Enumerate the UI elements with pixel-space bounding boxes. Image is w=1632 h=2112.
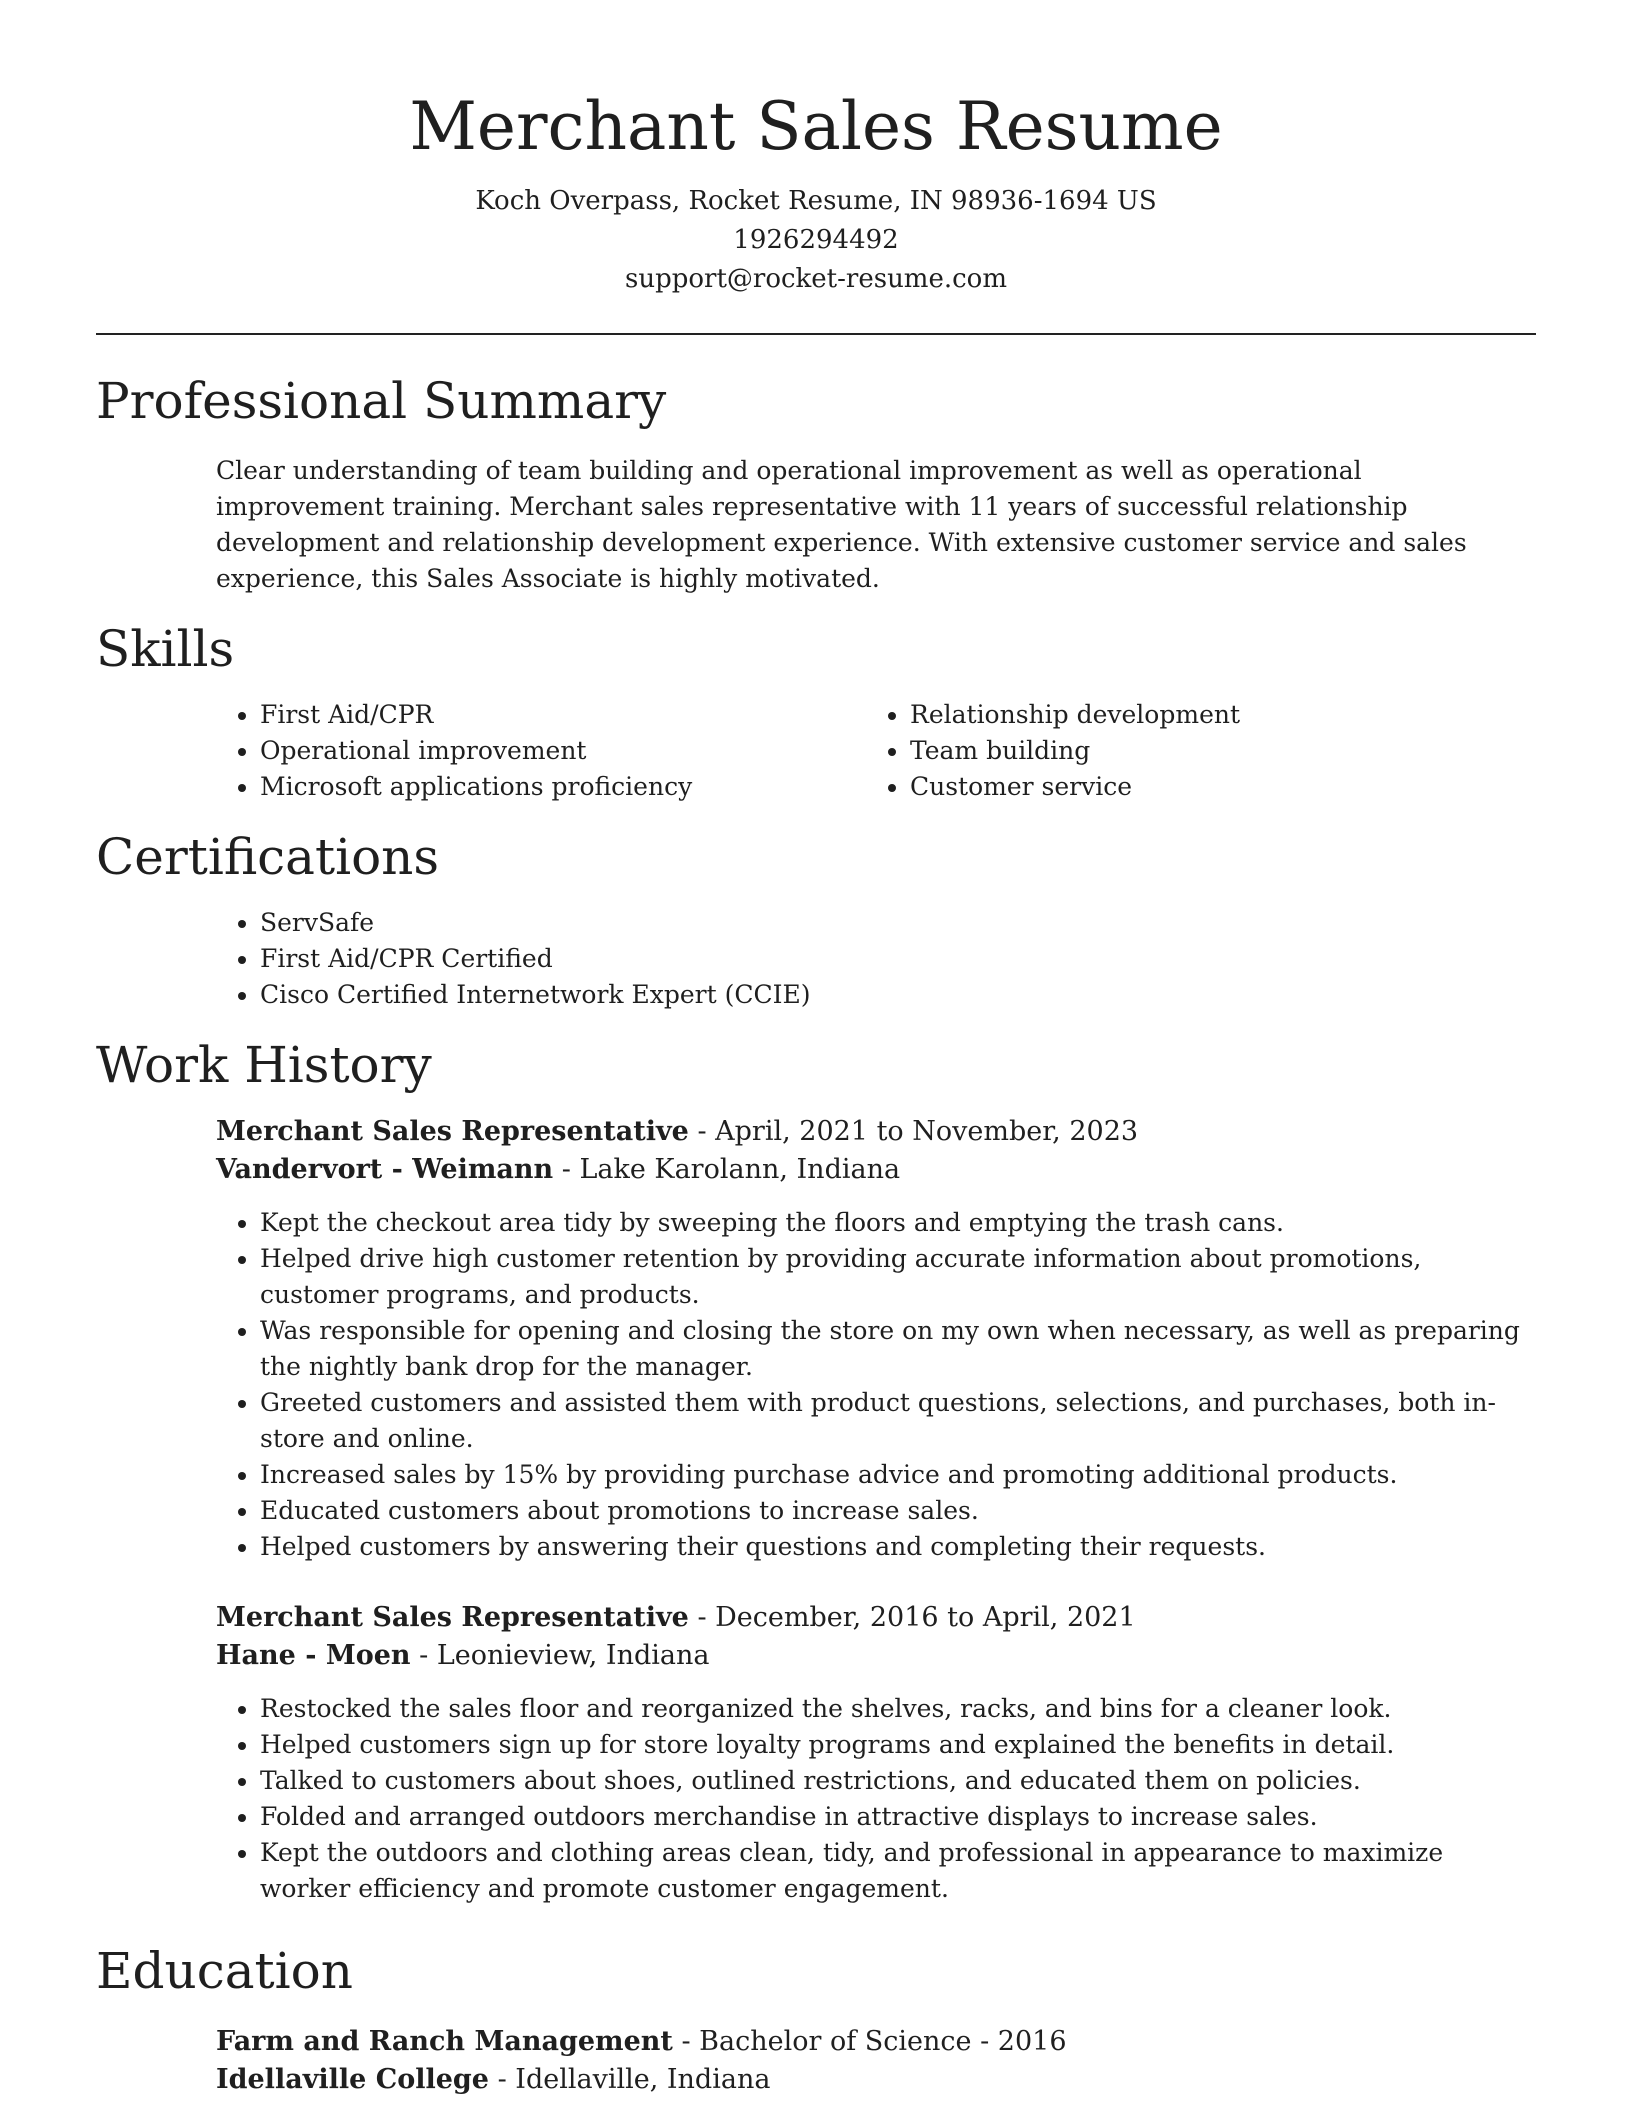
list-item: • ServSafe — [260, 905, 1536, 941]
list-item: • Helped customers sign up for store loyalty programs and explained the benefits in detail. — [260, 1727, 1536, 1763]
list-item: • Greeted customers and assisted them with product questions, selections, and purchases, both in-store and online. — [260, 1385, 1536, 1457]
list-item: • Operational improvement — [260, 733, 866, 769]
resume-header — [96, 0, 1536, 299]
work-history-body — [216, 1113, 1536, 1907]
education-location: - Idellaville, Indiana — [488, 2064, 771, 2095]
list-item: • Relationship development — [910, 697, 1536, 733]
job-title-line — [216, 1113, 1536, 1151]
education-body — [216, 2023, 1536, 2099]
skills-list-right — [866, 697, 1536, 805]
education-section — [96, 1941, 1536, 2099]
work-history-section — [96, 1035, 1536, 1907]
job-bullets — [216, 1205, 1536, 1565]
summary-text: Clear understanding of team building and operational improvement as well as operational improvement training. Merchant sales representative with 11 years of successful relationship development and relationship development experience. With extensive customer service and sales experience, this Sales Associate is highly motivated. — [216, 456, 1467, 593]
skills-list-left — [216, 697, 866, 805]
job-location: - Leonieview, Indiana — [410, 1640, 710, 1671]
education-school: Idellaville College — [216, 2064, 489, 2095]
list-item: • Talked to customers about shoes, outlined restrictions, and educated them on policies. — [260, 1763, 1536, 1799]
section-heading-education: Education — [96, 1942, 353, 2000]
list-item: • Team building — [910, 733, 1536, 769]
summary-body — [216, 453, 1536, 597]
summary-section — [96, 371, 1536, 597]
header-divider — [96, 333, 1536, 335]
certifications-section — [96, 827, 1536, 1013]
education-year: - 2016 — [971, 2026, 1067, 2057]
job-title-line — [216, 1599, 1536, 1637]
education-degree-line — [216, 2023, 1536, 2061]
skills-body — [216, 697, 1536, 805]
list-item: • Helped customers by answering their questions and completing their requests. — [260, 1529, 1536, 1565]
list-item: • First Aid/CPR — [260, 697, 866, 733]
education-school-line — [216, 2061, 1536, 2099]
job-entry — [216, 1113, 1536, 1565]
list-item: • Helped drive high customer retention by providing accurate information about promotions, customer programs, and products. — [260, 1241, 1536, 1313]
job-role: Merchant Sales Representative — [216, 1116, 689, 1147]
job-bullets — [216, 1691, 1536, 1907]
list-item: • Folded and arranged outdoors merchandise in attractive displays to increase sales. — [260, 1799, 1536, 1835]
phone-text: 1926294492 — [733, 225, 899, 255]
list-item: • Kept the outdoors and clothing areas clean, tidy, and professional in appearance to maximize worker efficiency and promote customer engagement. — [260, 1835, 1536, 1907]
list-item: • Restocked the sales floor and reorganized the shelves, racks, and bins for a cleaner look. — [260, 1691, 1536, 1727]
list-item: • Customer service — [910, 769, 1536, 805]
certifications-body — [216, 905, 1536, 1013]
list-item: • Increased sales by 15% by providing purchase advice and promoting additional products. — [260, 1457, 1536, 1493]
job-dates: - December, 2016 to April, 2021 — [688, 1602, 1136, 1633]
job-company: Hane - Moen — [216, 1640, 411, 1671]
address-text: Koch Overpass, Rocket Resume, IN 98936-1694 US — [475, 186, 1157, 216]
job-company-line — [216, 1151, 1536, 1189]
list-item: • Educated customers about promotions to increase sales. — [260, 1493, 1536, 1529]
section-heading-summary: Professional Summary — [96, 372, 667, 430]
list-item: • First Aid/CPR Certified — [260, 941, 1536, 977]
job-company: Vandervort - Weimann — [216, 1154, 554, 1185]
section-heading-work-history: Work History — [96, 1036, 432, 1094]
skills-section — [96, 619, 1536, 805]
job-entry — [216, 1599, 1536, 1907]
section-heading-skills: Skills — [96, 620, 235, 678]
email-text: support@rocket-resume.com — [624, 264, 1007, 294]
job-role: Merchant Sales Representative — [216, 1602, 689, 1633]
certifications-list — [216, 905, 1536, 1013]
job-dates: - April, 2021 to November, 2023 — [688, 1116, 1139, 1147]
education-field: Farm and Ranch Management — [216, 2026, 673, 2057]
job-location: - Lake Karolann, Indiana — [553, 1154, 901, 1185]
section-heading-certifications: Certifications — [96, 828, 440, 886]
list-item: • Microsoft applications proficiency — [260, 769, 866, 805]
education-degree: - Bachelor of Science — [672, 2026, 972, 2057]
job-company-line — [216, 1637, 1536, 1675]
list-item: • Was responsible for opening and closing the store on my own when necessary, as well as preparing the nightly bank drop for the manager. — [260, 1313, 1536, 1385]
list-item: • Kept the checkout area tidy by sweeping the floors and emptying the trash cans. — [260, 1205, 1536, 1241]
resume-title: Merchant Sales Resume — [409, 88, 1223, 165]
list-item: • Cisco Certified Internetwork Expert (CCIE) — [260, 977, 1536, 1013]
contact-block — [96, 182, 1536, 299]
